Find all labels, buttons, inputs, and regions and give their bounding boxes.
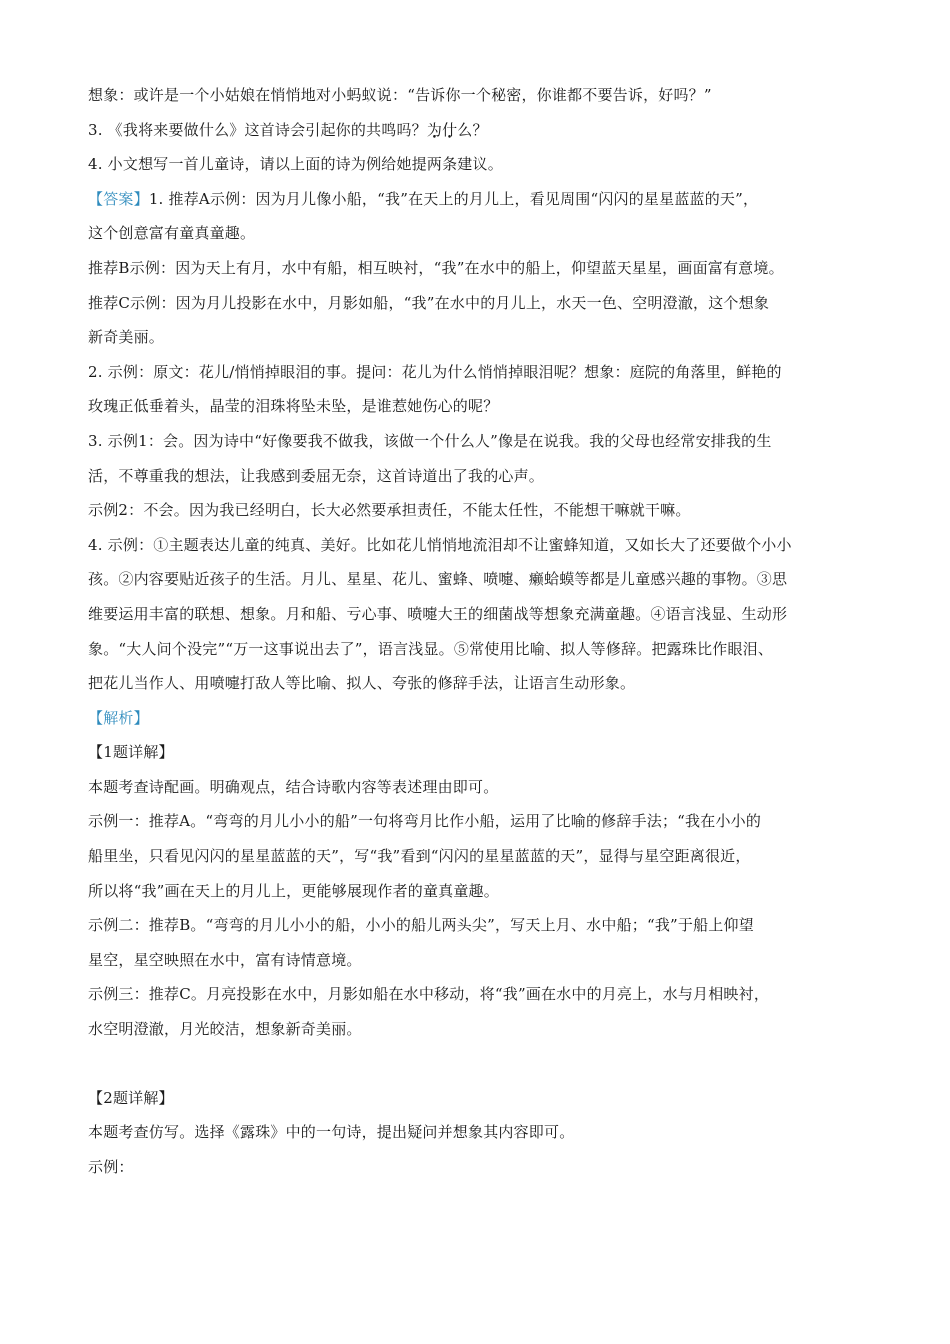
analysis-line: 本题考查仿写。选择《露珠》中的一句诗，提出疑问并想象其内容即可。 bbox=[88, 1123, 575, 1142]
answer-first-line bbox=[88, 182, 878, 217]
answer-line: 新奇美丽。 bbox=[88, 328, 165, 347]
answer-line: 4. 示例：①主题表达儿童的纯真、美好。比如花儿悄悄地流泪却不让蜜蜂知道，又如长大了还要做个小小 bbox=[88, 535, 792, 554]
analysis-line: 本题考查诗配画。明确观点，结合诗歌内容等表述理由即可。 bbox=[88, 777, 499, 796]
analysis-q2-heading: 【2题详解】 bbox=[88, 1088, 174, 1107]
emphasis-mark-char: 条 bbox=[442, 155, 458, 174]
answer-line: 象。“大人问个没完”“万一这事说出去了”，语言浅显。⑤常使用比喻、拟人等修辞。把露珠比作眼泪、 bbox=[88, 639, 774, 658]
analysis-line: 星空，星空映照在水中，富有诗情意境。 bbox=[88, 950, 362, 969]
answer-line: 3. 示例1：会。因为诗中“好像要我不做我，该做一个什么人”像是在说我。我的父母也经常安排我的生 bbox=[88, 431, 772, 450]
answer-line: 把花儿当作人、用喷嚏打敌人等比喻、拟人、夸张的修辞手法，让语言生动形象。 bbox=[88, 674, 636, 693]
answer-line: 维要运用丰富的联想、想象。月和船、亏心事、喷嚏大王的细菌战等想象充满童趣。④语言浅显、生动形 bbox=[88, 604, 788, 623]
answer-line: 玫瑰正低垂着头，晶莹的泪珠将坠未坠，是谁惹她伤心的呢？ bbox=[88, 397, 499, 416]
answer-line: 这个创意富有童真童趣。 bbox=[88, 224, 256, 243]
emphasis-mark-char: 两 bbox=[426, 155, 443, 174]
answer-text: 1. 推荐A示例：因为月儿像小船，“我”在天上的月儿上，看见周围“闪闪的星星蓝蓝的天”， bbox=[148, 189, 759, 208]
answer-line: 2. 示例：原文：花儿/悄悄掉眼泪的事。提问：花儿为什么悄悄掉眼泪呢？想象：庭院的角落里，鲜艳的 bbox=[88, 362, 782, 381]
analysis-line: 所以将“我”画在天上的月儿上，更能够展现作者的童真童趣。 bbox=[88, 881, 499, 900]
analysis-q1-heading: 【1题详解】 bbox=[88, 743, 174, 762]
answer-line: 示例2：不会。因为我已经明白，长大必然要承担责任，不能太任性，不能想干嘛就干嘛。 bbox=[88, 501, 691, 520]
document-page bbox=[88, 78, 878, 1184]
answer-line: 孩。②内容要贴近孩子的生活。月儿、星星、花儿、蜜蜂、喷嚏、癞蛤蟆等都是儿童感兴趣的事物。③思 bbox=[88, 570, 788, 589]
analysis-tag: 【解析】 bbox=[88, 708, 149, 727]
analysis-line: 水空明澄澈，月光皎洁，想象新奇美丽。 bbox=[88, 1020, 362, 1039]
answer-tag: 【答案】 bbox=[88, 189, 149, 208]
analysis-line: 船里坐，只看见闪闪的星星蓝蓝的天”，写“我”看到“闪闪的星星蓝蓝的天”，显得与星空距离很近， bbox=[88, 847, 751, 866]
analysis-line: 示例一：推荐A。“弯弯的月儿小小的船”一句将弯月比作小船，运用了比喻的修辞手法；“我在小小的 bbox=[88, 812, 762, 831]
question-4 bbox=[88, 147, 878, 182]
question-3: 3. 《我将来要做什么》这首诗会引起你的共鸣吗？为什么？ bbox=[88, 120, 488, 139]
text-line: 想象：或许是一个小姑娘在悄悄地对小蚂蚁说：“告诉你一个秘密，你谁都不要告诉，好吗？” bbox=[88, 86, 712, 104]
question-4-text-end: 建议。 bbox=[457, 155, 503, 174]
answer-line: 推荐C示例：因为月儿投影在水中，月影如船，“我”在水中的月儿上，水天一色、空明澄澈，这个想象 bbox=[88, 293, 770, 312]
analysis-line: 示例三：推荐C。月亮投影在水中，月影如船在水中移动，将“我”画在水中的月亮上，水与月相映衬， bbox=[88, 985, 770, 1004]
analysis-line: 示例二：推荐B。“弯弯的月儿小小的船，小小的船儿两头尖”，写天上月、水中船；“我”于船上仰望 bbox=[88, 916, 754, 935]
answer-line: 活，不尊重我的想法，让我感到委屈无奈，这首诗道出了我的心声。 bbox=[88, 466, 545, 485]
answer-line: 推荐B示例：因为天上有月，水中有船，相互映衬，“我”在水中的船上，仰望蓝天星星，画面富有意境。 bbox=[88, 258, 784, 277]
spacer bbox=[88, 1047, 878, 1081]
question-4-text: 4. 小文想写一首儿童诗，请以上面的诗为例给她提 bbox=[88, 155, 427, 174]
analysis-line: 示例： bbox=[88, 1157, 134, 1176]
